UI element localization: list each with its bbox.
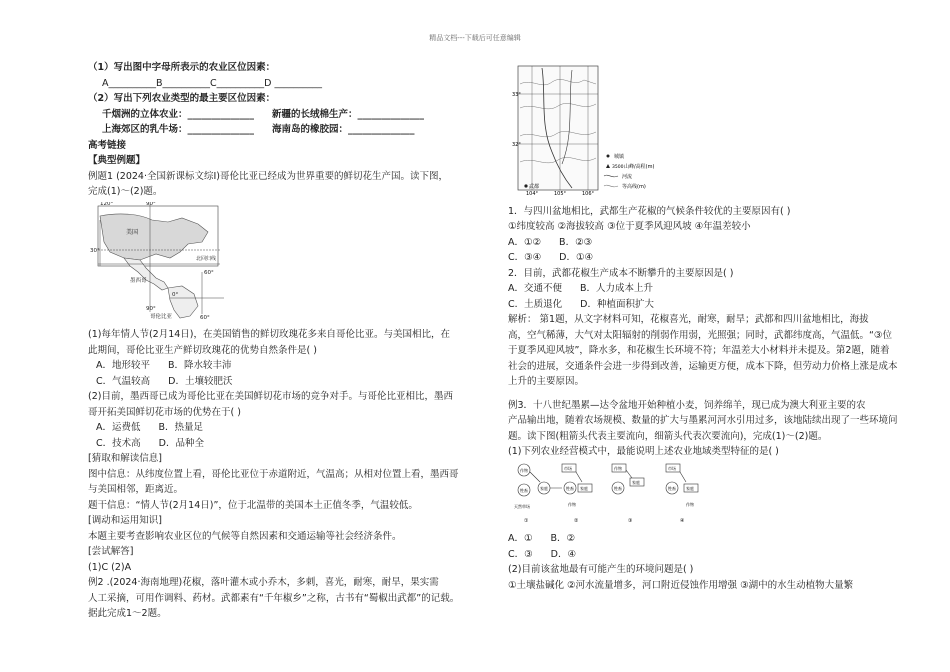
example-3-q2-items: ①土壤盐碱化 ②河水流量增多，河口附近侵蚀作用增强 ③湖中的水生动植物大量繁 — [508, 579, 854, 591]
option-a: A．① — [508, 533, 533, 544]
option-c: C．③④ — [508, 252, 542, 263]
legend-peak-value: 3500 — [612, 165, 624, 170]
node-market: 市场 — [668, 465, 676, 471]
node-home: 家庭 — [540, 485, 548, 491]
example-2-text-c: 据此完成1～2题。 — [88, 608, 167, 619]
map-label-30: 30° — [90, 247, 100, 254]
node-plant: 作物 — [568, 501, 576, 507]
map-lon-106: 106° — [582, 191, 595, 196]
typical-heading: 【典型例题】 — [88, 155, 146, 166]
q1-options-1 — [508, 235, 898, 251]
part-2-options-1 — [88, 420, 473, 436]
option-a: A．运费低 — [96, 422, 141, 433]
part-2-text: (2)目前，墨西哥已成为哥伦比亚在美国鲜切花市场的竞争对手。与哥伦比亚相比，墨西 — [88, 391, 453, 402]
example-3-q1: (1)下列农业经营模式中，最能说明上述农业地域类型特征的是( ) — [508, 446, 779, 457]
example-2-text-b: 人工采摘，可用作调料、药材。武都素有“千年椒乡”之称，古书有“蜀椒出武都”的记载。 — [88, 592, 460, 604]
option-d: D．品种全 — [158, 437, 204, 449]
map-lat-33: 33° — [512, 92, 521, 98]
map-label-90: 90° — [146, 201, 156, 207]
part-1-text-b: 此期间，哥伦比亚生产鲜切玫瑰花的优势自然条件是( ) — [88, 344, 317, 356]
legend-city: 城镇 — [614, 154, 625, 160]
gaokao-heading: 高考链接 — [88, 139, 127, 151]
option-c: C．气温较高 — [96, 375, 151, 387]
node-home: 家庭 — [686, 485, 694, 491]
legend-peak: 山峰/高程(m) — [624, 164, 655, 170]
map-label-colombia: 哥伦比亚 — [150, 313, 173, 320]
q2-options-1 — [508, 281, 898, 297]
q1-items: ①纬度较高 ②海拔较高 ③位于夏季风迎风坡 ④年温差较小 — [508, 221, 751, 232]
option-d: D．④ — [550, 548, 576, 560]
answer-text: (1)C (2)A — [88, 561, 132, 573]
example-1-intro-2: 完成(1)～(2)题。 — [88, 186, 163, 197]
page-header: 精品文档---下载后可任意编辑 — [429, 34, 521, 42]
q2-item-b: 新疆的长绒棉生产：______________ — [272, 108, 425, 120]
node-home: 家庭 — [580, 485, 588, 491]
mode-label-3: ③ — [628, 517, 633, 524]
analysis-1: 解析： 第1题，从文字材料可知，花椒喜光，耐寒，耐旱；武都和四川盆地相比，海拔 — [508, 314, 869, 325]
info-heading: [猜取和解读信息] — [88, 453, 162, 464]
option-c: C．③ — [508, 548, 533, 560]
legend-contour: 等高线(m) — [622, 184, 646, 190]
mode-label-2: ② — [574, 517, 579, 524]
node-home: 家庭 — [632, 479, 640, 485]
option-c: C．土质退化 — [508, 298, 563, 310]
mode-label-4: ④ — [680, 517, 685, 524]
option-b: B．人力成本上升 — [580, 283, 654, 294]
ex3-options-2 — [508, 547, 898, 563]
info-text-2: 题干信息：“情人节(2月14日)”，位于北温带的美国本土正值冬季，气温较低。 — [88, 499, 418, 511]
node-plant: 作物 — [686, 501, 694, 507]
option-a: A．地形较平 — [96, 360, 150, 371]
question-2-row-2 — [88, 122, 473, 138]
mode-4 — [666, 464, 698, 524]
option-b: B．降水较丰沛 — [168, 360, 232, 371]
map-city-label: 武都 — [529, 184, 540, 190]
map-label-60: 60° — [204, 269, 214, 276]
info-text-1b: 与美国相邻，距离近。 — [88, 484, 184, 495]
option-d: D．种植面积扩大 — [580, 298, 654, 310]
node-livestock: 牲畜 — [668, 485, 676, 491]
americas-map — [90, 202, 230, 320]
example-1-intro: 例题1 (2024·全国新课标文综Ⅰ)哥伦比亚已经成为世界重要的鲜切花生产国。读下图， — [88, 170, 448, 182]
legend-river: 河流 — [622, 174, 633, 180]
example-3-a: 例3．十八世纪墨累—达令盆地开始种植小麦，饲养绵羊，现已成为澳大利亚主要的农 — [508, 399, 866, 411]
map-lat-32: 32° — [512, 142, 521, 148]
option-c: C．技术高 — [96, 437, 141, 449]
analysis-2: 高，空气稀薄，大气对太阳辐射的削弱作用弱，光照强；同时，武都纬度高，气温低。“③位 — [508, 329, 892, 341]
knowledge-heading: [调动和运用知识] — [88, 515, 162, 526]
ex3-options-1 — [508, 531, 898, 547]
part-1-options-1 — [88, 358, 473, 374]
map-label-tropic: 北回归线 — [196, 255, 217, 262]
mode-1 — [514, 464, 550, 524]
left-column — [88, 60, 473, 622]
q2-item-c: 上海郊区的乳牛场：______________ — [102, 124, 255, 135]
question-2: （2）写出下列农业类型的最主要区位因素： — [88, 93, 276, 104]
option-d: D．土壤较肥沃 — [168, 375, 233, 387]
option-d: D．①④ — [559, 252, 594, 263]
example-2-text: 例2 .(2024·海南地理)花椒，落叶灌木或小乔木，多刺，喜光，耐寒，耐旱，果实需 — [88, 577, 439, 588]
question-1-blanks: A__________B__________C__________D __________ — [102, 77, 322, 89]
node-crop: 作物 — [614, 465, 622, 471]
q1-text: 1．与四川盆地相比，武都生产花椒的气候条件较优的主要原因有( ) — [508, 205, 791, 217]
map-label-eq: 0° — [172, 291, 179, 298]
map-label-60b: 60° — [200, 314, 210, 320]
example-3-c: 题。读下图(粗箭头代表主要流向，细箭头代表次要流向)，完成(1)～(2)题。 — [508, 430, 828, 442]
map-label-120: 120° — [100, 201, 114, 207]
node-graze: 天然草场 — [514, 503, 530, 509]
right-column — [508, 62, 898, 593]
example-3-q2: (2)目前该盆地最有可能产生的环境问题是( ) — [508, 564, 694, 575]
part-2-options-2 — [88, 436, 473, 452]
option-b: B．②③ — [559, 236, 593, 248]
question-1: （1）写出图中字母所表示的农业区位因素： — [88, 62, 276, 73]
answer-heading: [尝试解答] — [88, 546, 134, 557]
map-label-mexico: 墨西哥 — [130, 277, 147, 284]
farming-mode-diagram — [510, 462, 720, 524]
analysis-4: 社会的进展，交通条件会进一步得到改善，运输更方便，成本下降，但劳动力价格上涨是成本 — [508, 360, 898, 372]
knowledge-text: 本题主要考查影响农业区位的气候等自然因素和交通运输等社会经济条件。 — [88, 530, 402, 542]
part-2-text-b: 哥开拓美国鲜切花市场的优势在于( ) — [88, 406, 241, 418]
wudu-map — [512, 64, 662, 196]
node-market: 市场 — [564, 465, 572, 471]
option-a: A．①② — [508, 236, 542, 248]
example-3-b: 产品输出地，随着农场规模、数量的扩大与墨累河河水引用过多，该地陆续出现了一些环境问 — [508, 415, 898, 426]
q2-options-2 — [508, 297, 898, 313]
mode-2 — [562, 464, 592, 524]
q2-text: 2．目前，武都花椒生产成本不断攀升的主要原因是( ) — [508, 267, 734, 279]
info-text-1: 图中信息：从纬度位置上看，哥伦比亚位于赤道附近，气温高；从相对位置上看，墨西哥 — [88, 468, 459, 480]
node-crop: 作物 — [520, 467, 528, 473]
option-b: B．热量足 — [158, 422, 204, 433]
analysis-3: 于夏季风迎风坡”，降水多，和花椒生长环境不符；年温差大小材料并未提及。第2题，随着 — [508, 345, 890, 356]
node-livestock: 牲畜 — [520, 487, 528, 493]
option-b: B．② — [550, 533, 576, 544]
node-sheep: 牲畜 — [566, 485, 574, 491]
part-1-options-2 — [88, 374, 473, 390]
q1-options-2 — [508, 250, 898, 266]
option-a: A．交通不便 — [508, 283, 562, 294]
map-label-90b: 90° — [146, 305, 156, 312]
node-livestock: 牲畜 — [614, 485, 622, 491]
map-lon-104: 104° — [526, 191, 539, 196]
mode-label-1: ① — [524, 517, 529, 524]
analysis-5: 上升的主要原因。 — [508, 376, 585, 387]
q2-item-d: 海南岛的橡胶园：______________ — [272, 124, 415, 135]
part-1-text: (1)每年情人节(2月14日)，在美国销售的鲜切玫瑰花多来自哥伦比亚。与美国相比，在 — [88, 329, 451, 340]
map-label-usa: 美国 — [126, 228, 139, 236]
q2-item-a: 千烟洲的立体农业：______________ — [102, 108, 255, 120]
question-2-row-1 — [88, 107, 473, 123]
map-lon-105: 105° — [554, 191, 567, 196]
